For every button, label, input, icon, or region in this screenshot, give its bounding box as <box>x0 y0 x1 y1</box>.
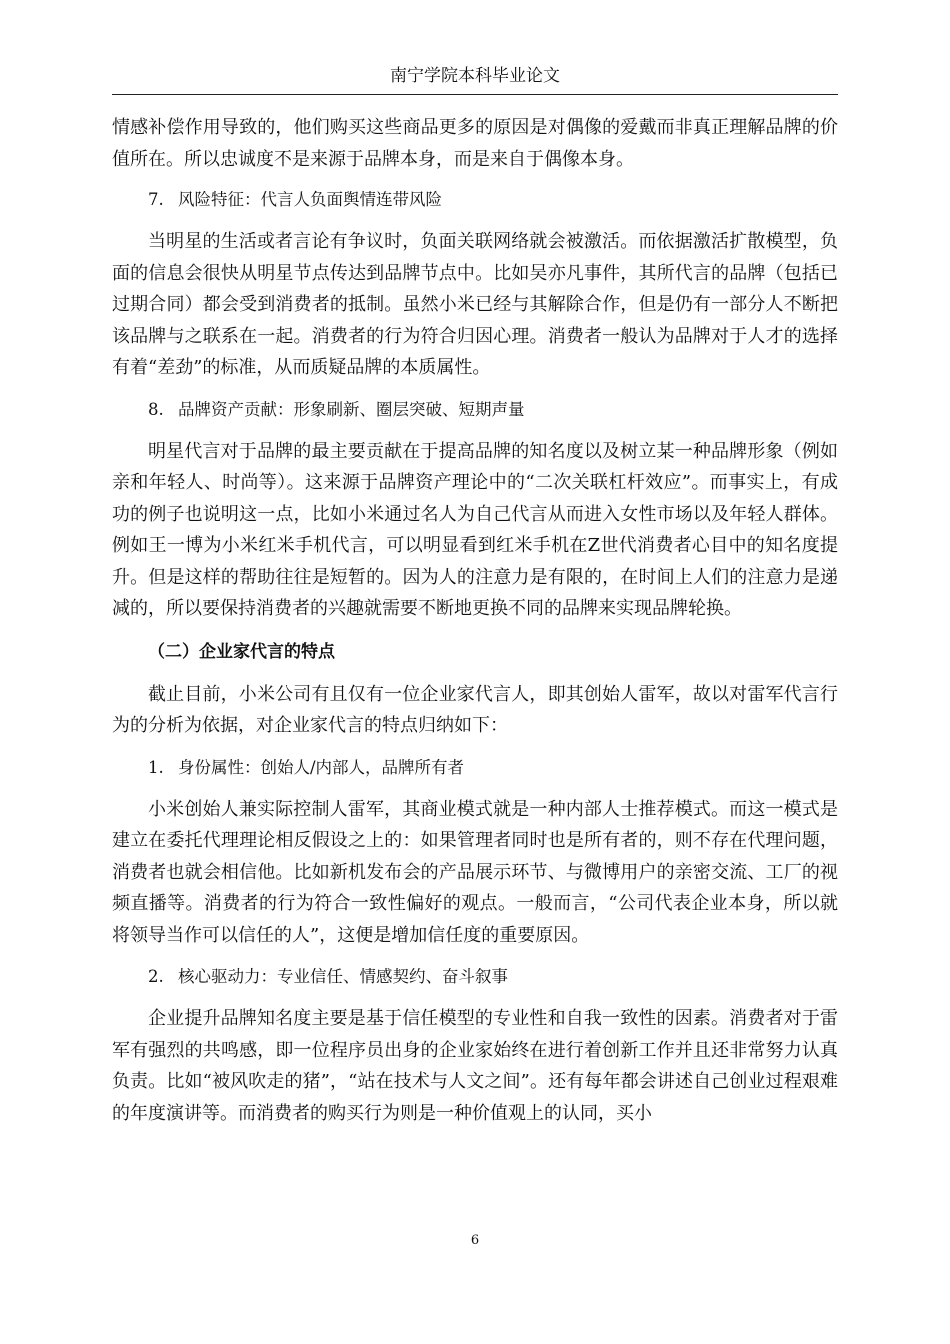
list-item-text: 身份属性：创始人/内部人，品牌所有者 <box>178 757 465 777</box>
section-heading: （二）企业家代言的特点 <box>148 641 335 662</box>
page-number: 6 <box>470 1233 480 1248</box>
paragraph-identity: 小米创始人兼实际控制人雷军，其商业模式就是一种内部人士推荐模式。而这一模式是建立在委托代理理论相反假设之上的：如果管理者同时也是所有者的，则不存在代理问题，消费者也就会相信他。比如新机发布会的产品展示环节、与微博用户的亲密交流、工厂的视频直播等。消费者的行为符合一致性偏好的观点。一般而言，“公司代表企业本身，所以就将领导当作可以信任的人”，这便是增加信任度的重要原因。 <box>112 798 838 946</box>
list-item-brand-equity <box>112 398 838 422</box>
list-item-text: 风险特征：代言人负面舆情连带风险 <box>178 190 442 209</box>
list-item-text: 品牌资产贡献：形象刷新、圈层突破、短期声量 <box>178 399 525 419</box>
header-rule <box>112 94 838 95</box>
paragraph-risk: 当明星的生活或者言论有争议时，负面关联网络就会被激活。而依据激活扩散模型，负面的信息会很快从明星节点传达到品牌节点中。比如吴亦凡事件，其所代言的品牌（包括已过期合同）都会受到消费者的抵制。虽然小米已经与其解除合作，但是仍有一部分人不断把该品牌与之联系在一起。消费者的行为符合归因心理。消费者一般认为品牌对于人才的选择有着“差劲”的标准，从而质疑品牌的本质属性。 <box>112 231 838 378</box>
list-item-risk <box>112 188 838 212</box>
list-item-core-driver <box>112 965 838 989</box>
continued-paragraph: 情感补偿作用导致的，他们购买这些商品更多的原因是对偶像的爱戴而非真正理解品牌的价值所在。所以忠诚度不是来源于品牌本身，而是来自于偶像本身。 <box>112 117 838 170</box>
list-item-number: 8. <box>148 399 164 419</box>
list-item-number: 1. <box>148 757 164 777</box>
list-item-number: 2. <box>148 967 164 986</box>
list-item-number: 7. <box>148 190 164 209</box>
paragraph-core-driver: 企业提升品牌知名度主要是基于信任模型的专业性和自我一致性的因素。消费者对于雷军有强烈的共鸣感，即一位程序员出身的企业家始终在进行着创新工作并且还非常努力认真负责。比如“被风吹走的猪”，“站在技术与人文之间”。还有每年都会讲述自己创业过程艰难的年度演讲等。而消费者的购买行为则是一种价值观上的认同，买小 <box>112 1008 838 1124</box>
list-item-identity <box>112 756 838 780</box>
paragraph-brand-equity: 明星代言对于品牌的最主要贡献在于提高品牌的知名度以及树立某一种品牌形象（例如亲和年轻人、时尚等）。这来源于品牌资产理论中的“二次关联杠杆效应”。而事实上，有成功的例子也说明这一点，比如小米通过名人为自己代言从而进入女性市场以及年轻人群体。例如王一博为小米红米手机代言，可以明显看到红米手机在Z世代消费者心目中的知名度提升。但是这样的帮助往往是短暂的。因为人的注意力是有限的，在时间上人们的注意力是递减的，所以要保持消费者的兴趣就需要不断地更换不同的品牌来实现品牌轮换。 <box>112 440 838 619</box>
running-header: 南宁学院本科毕业论文 <box>390 66 560 86</box>
document-body <box>112 112 838 1129</box>
paragraph-section-intro: 截止目前，小米公司有且仅有一位企业家代言人，即其创始人雷军，故以对雷军代言行为的分析为依据，对企业家代言的特点归纳如下： <box>112 683 838 736</box>
list-item-text: 核心驱动力：专业信任、情感契约、奋斗叙事 <box>178 967 508 986</box>
